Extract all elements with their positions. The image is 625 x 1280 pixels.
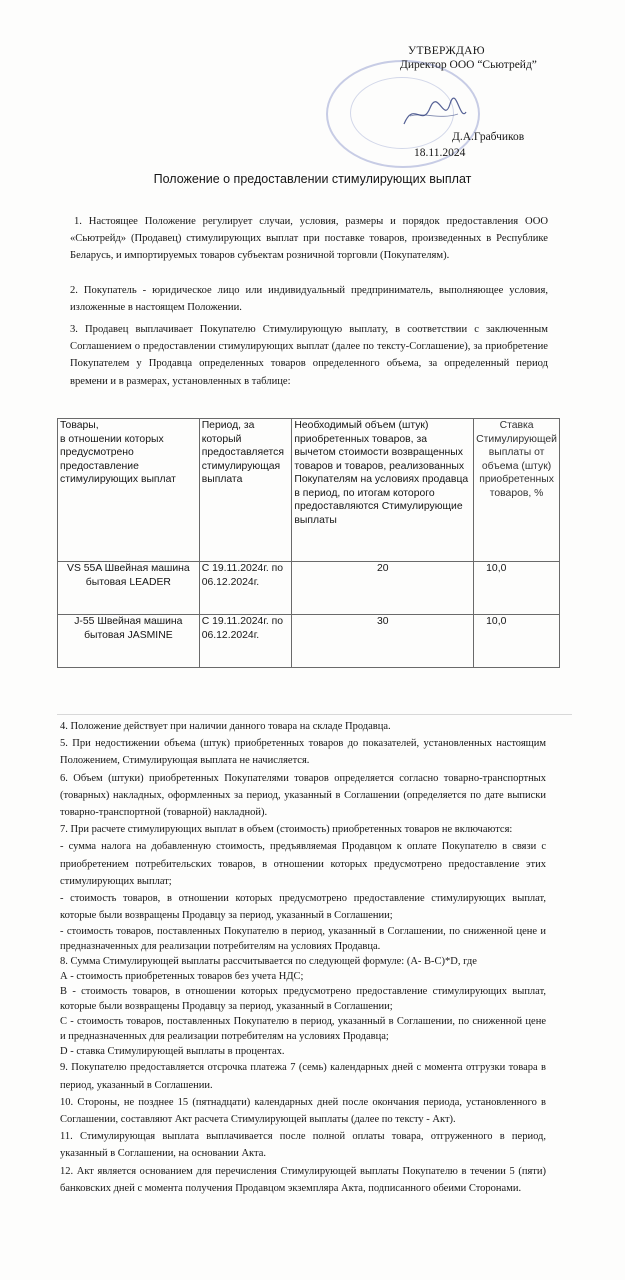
stimulus-table [57, 418, 560, 668]
clause-2: 2. Покупатель - юридическое лицо или индивидуальный предприниматель, выполняющее условия, изложенные в настоящем Положении. [70, 285, 548, 314]
row-rate: 10,0 [474, 615, 560, 668]
row-volume: 20 [292, 562, 474, 615]
clause-1: 1. Настоящее Положение регулирует случаи, условия, размеры и порядок предоставления ООО «Сьютрейд» (Продавец) стимулирующих выплат при поставке товаров, произведенных в Республике Беларусь, и импортируемых товаров субъектам розничной торговли (Покупателям). [70, 216, 548, 262]
clause-6: 6. Объем (штуки) приобретенных Покупателями товаров определяется согласно товарно-транспортных (товарных) накладных, оформленных за период, указанный в Соглашении (определяется по дате выписки товарно-транспортной (товарной) накладной). [60, 772, 546, 819]
clause-8-d: D - ставка Стимулирующей выплаты в процентах. [60, 1046, 285, 1058]
approval-signer: Д.А.Грабчиков [452, 131, 525, 143]
document-title: Положение о предоставлении стимулирующих выплат [153, 172, 472, 186]
header-period: Период, за который предоставляется стимулирующая выплата [199, 419, 292, 562]
approval-block [400, 44, 537, 159]
clause-8: 8. Сумма Стимулирующей выплаты рассчитывается по следующей формуле: (А- В-С)*D, где [60, 956, 477, 968]
divider [57, 714, 572, 715]
clauses-section [60, 718, 546, 1197]
table-header-row [58, 419, 560, 562]
clause-8-c: С - стоимость товаров, поставленных Покупателю в период, указанный в Соглашении, по сниженной цене и предназначенных для реализации потребителям на условиях Продавца; [60, 1016, 546, 1043]
table-row [58, 562, 560, 615]
clause-3: 3. Продавец выплачивает Покупателю Стимулирующую выплату, в соответствии с заключенным Соглашением о предоставлении стимулирующих выплат (далее по тексту-Соглашение), за приобретение Покупателем у Продавца определенных товаров определенного объема, за определенный период времени и в размерах, установленных в таблице: [70, 324, 548, 387]
clause-7-item-returns: - стоимость товаров, в отношении которых предусмотрено предоставление стимулирующих выплат, которые были возвращены Продавцу за период, указанный в Соглашении; [60, 893, 546, 922]
clause-7: 7. При расчете стимулирующих выплат в объем (стоимость) приобретенных товаров не включаются: [60, 824, 513, 836]
row-period: С 19.11.2024г. по 06.12.2024г. [199, 562, 292, 615]
clause-9: 9. Покупателю предоставляется отсрочка платежа 7 (семь) календарных дней с момента отгрузки товара в период, указанный в Соглашении. [60, 1062, 546, 1091]
approval-heading: УТВЕРЖДАЮ [408, 45, 485, 57]
approval-date: 18.11.2024 [414, 147, 466, 159]
signature-image [400, 94, 468, 134]
row-volume: 30 [292, 615, 474, 668]
clause-8-a: А - стоимость приобретенных товаров без учета НДС; [60, 971, 304, 983]
clause-12: 12. Акт является основанием для перечисления Стимулирующей выплаты Покупателю в течении 5 (пяти) банковских дней с момента получения Продавцом экземпляра Акта, подписанного обеими Сторонами. [60, 1165, 546, 1194]
clause-7-item-vat: - сумма налога на добавленную стоимость, предъявляемая Продавцом к оплате Покупателю в связи с приобретением потребительских товаров, в отношении которых предусмотрено предоставление этих стимулирующих выплат; [60, 841, 546, 887]
row-period: С 19.11.2024г. по 06.12.2024г. [199, 615, 292, 668]
approval-position: Директор ООО “Сьютрейд” [400, 59, 537, 71]
clause-8-b: В - стоимость товаров, в отношении которых предусмотрено предоставление стимулирующих выплат, которые были возвращены Продавцу за период, указанный в Соглашении; [60, 986, 546, 1013]
row-product: VS 55A Швейная машина бытовая LEADER [58, 562, 200, 615]
clause-4: 4. Положение действует при наличии данного товара на складе Продавца. [60, 721, 391, 732]
row-rate: 10,0 [474, 562, 560, 615]
header-rate: Ставка Стимулирующей выплаты от объема (штук) приобретенных товаров, % [474, 419, 560, 562]
header-goods: Товары, в отношении которых предусмотрено предоставление стимулирующих выплат [58, 419, 200, 562]
table-row [58, 615, 560, 668]
clause-5: 5. При недостижении объема (штук) приобретенных товаров до показателей, установленных настоящим Положением, Стимулирующая выплата не начисляется. [60, 738, 546, 767]
clause-7-item-discount: - стоимость товаров, поставленных Покупателю в период, указанный в Соглашении, по сниженной цене и предназначенных для реализации потребителям на условиях Продавца. [60, 926, 546, 953]
row-product: J-55 Швейная машина бытовая JASMINE [58, 615, 200, 668]
header-volume: Необходимый объем (штук) приобретенных товаров, за вычетом стоимости возвращенных товаров и товаров, реализованных Покупателям на условиях продавца в период, по итогам которого предоставляются Стимулирующие выплаты [292, 419, 474, 562]
clause-11: 11. Стимулирующая выплата выплачивается после полной оплаты товара, отгруженного в период, указанный в Соглашении, на основании Акта. [60, 1131, 546, 1160]
clause-10: 10. Стороны, не позднее 15 (пятнадцати) календарных дней после окончания периода, установленного в Соглашении, составляют Акт расчета Стимулирующей выплаты (далее по тексту - Акт). [60, 1096, 546, 1126]
